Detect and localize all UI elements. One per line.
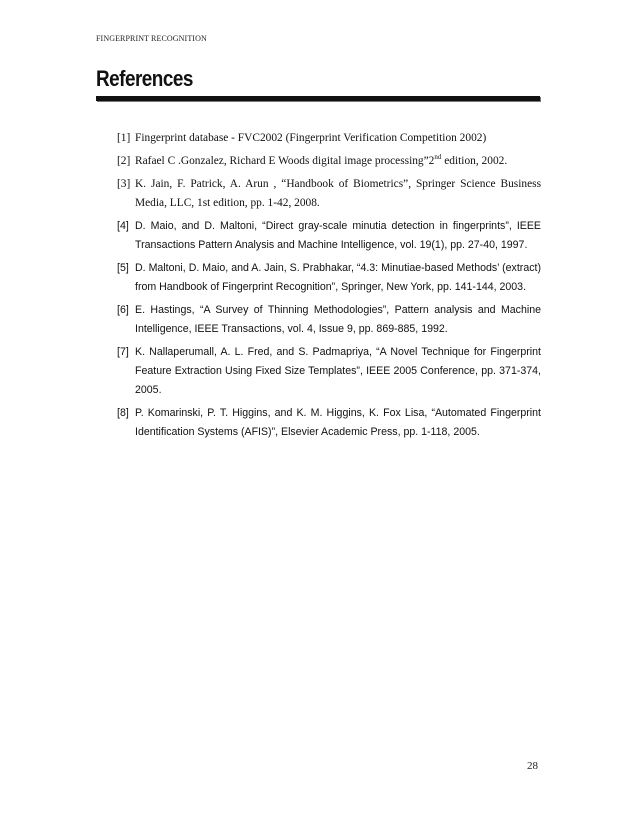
reference-item [117, 404, 541, 442]
reference-number: [2] [117, 155, 131, 167]
reference-item [117, 301, 541, 339]
reference-number: [1] [117, 132, 131, 144]
reference-text: D. Maltoni, D. Maio, and A. Jain, S. Prabhakar, “4.3: Minutiae-based Methods’ (extract) from Handbook of Fingerprint Recognition”, Springer, New York, pp. 141-144, 2003. [135, 262, 541, 293]
reference-item [117, 343, 541, 400]
reference-item [117, 217, 541, 255]
reference-text: K. Jain, F. Patrick, A. Arun , “Handbook of Biometrics”, Springer Science Business Media, LLC, 1st edition, pp. 1-42, 2008. [135, 178, 541, 209]
reference-list [117, 129, 541, 446]
reference-text: D. Maio, and D. Maltoni, “Direct gray-scale minutia detection in fingerprints”, IEEE Transactions Pattern Analysis and Machine Intelligence, vol. 19(1), pp. 27-40, 1997. [135, 220, 541, 251]
reference-item [117, 175, 541, 213]
reference-number: [7] [117, 346, 129, 358]
title-underline-rule [96, 96, 540, 101]
reference-number: [6] [117, 304, 129, 316]
reference-number: [8] [117, 407, 129, 419]
reference-text-end: edition, 2002. [441, 155, 508, 167]
reference-item [117, 259, 541, 297]
page-number: 28 [527, 760, 538, 772]
reference-text: Fingerprint database - FVC2002 (Fingerprint Verification Competition 2002) [135, 132, 487, 144]
reference-superscript: nd [434, 153, 442, 162]
reference-number: [4] [117, 220, 129, 232]
reference-text: Rafael C .Gonzalez, Richard E Woods digital image processing”2 [135, 155, 435, 167]
reference-text: P. Komarinski, P. T. Higgins, and K. M. Higgins, K. Fox Lisa, “Automated Fingerprint Identification Systems (AFIS)”, Elsevier Academic Press, pp. 1-118, 2005. [135, 407, 541, 438]
reference-text: E. Hastings, “A Survey of Thinning Methodologies”, Pattern analysis and Machine Intelligence, IEEE Transactions, vol. 4, Issue 9, pp. 869-885, 1992. [135, 304, 541, 335]
section-title: References [96, 66, 193, 91]
reference-text: K. Nallaperumall, A. L. Fred, and S. Padmapriya, “A Novel Technique for Fingerprint Feature Extraction Using Fixed Size Templates”, IEEE 2005 Conference, pp. 371-374, 2005. [135, 346, 541, 396]
reference-number: [5] [117, 262, 129, 274]
running-header: FINGERPRINT RECOGNITION [96, 34, 207, 43]
reference-item [117, 129, 541, 148]
reference-number: [3] [117, 178, 131, 190]
reference-item [117, 152, 541, 171]
